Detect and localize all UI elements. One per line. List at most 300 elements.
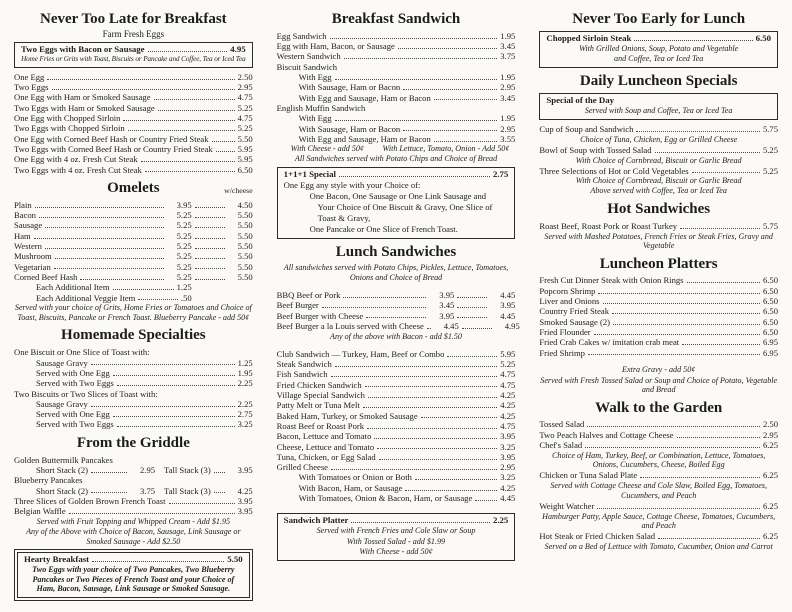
item-price: 5.50: [227, 554, 243, 565]
item-name: Fried Shrimp: [539, 347, 585, 358]
item-price-with-cheese: 3.95: [500, 300, 516, 311]
section-title: [14, 327, 253, 344]
dotted-leader: [379, 459, 498, 460]
menu-item: [21, 44, 246, 55]
box-text-line: One Bacon, One Sausage or One Link Sausage and: [309, 190, 487, 201]
item-name: Steak Sandwich: [276, 359, 332, 370]
item-name: Egg Sandwich: [276, 30, 327, 41]
special-box: [277, 167, 516, 239]
menu-note: Any of the above with Bacon - add $1.50: [330, 331, 462, 341]
item-price: 5.25: [176, 210, 192, 221]
item-price: 2.50: [237, 71, 253, 82]
dotted-leader: [169, 503, 235, 504]
menu-item: [14, 419, 253, 429]
menu-item: [539, 348, 778, 358]
item-price: 3.95: [500, 431, 516, 442]
dotted-leader: [123, 120, 234, 121]
menu-item: [14, 241, 253, 251]
section-title: [539, 256, 778, 273]
item-price: 1.95: [237, 367, 253, 378]
section-title: [14, 11, 253, 28]
dotted-leader: [612, 313, 760, 314]
menu-item: [539, 317, 778, 327]
dotted-leader: [588, 354, 760, 355]
item-name: With Egg and Sausage, Ham or Bacon: [298, 133, 431, 144]
dotted-leader: [47, 79, 234, 80]
dotted-leader: [195, 238, 225, 239]
menu-note: With Tossed Salad - add $1.99: [346, 536, 446, 546]
item-name: Corned Beef Hash: [14, 271, 78, 282]
box-text-line: One Pancake or One Slice of French Toast.: [309, 223, 458, 234]
menu-item: [277, 369, 516, 379]
menu-item: [539, 296, 778, 306]
menu-item: [277, 380, 516, 390]
item-name: One Biscuit or One Slice of Toast with:: [14, 347, 150, 358]
dotted-leader: [195, 258, 225, 259]
section-title: [539, 201, 778, 218]
dotted-leader: [92, 561, 224, 562]
dotted-leader: [113, 289, 174, 290]
item-name: Served with Two Eggs: [36, 378, 114, 389]
spacer: [277, 342, 516, 349]
item-name: Short Stack (2): [36, 464, 89, 475]
item-price: 2.25: [492, 515, 509, 526]
dotted-leader: [636, 131, 760, 132]
menu-item: [539, 470, 778, 480]
menu-item: [277, 93, 516, 103]
menu-column-right: [539, 6, 778, 608]
menu-note: Served with Fruit Topping and Whipped Cream - Add $1.95: [36, 516, 231, 526]
menu-item: [14, 378, 253, 388]
menu-item: [539, 306, 778, 316]
item-price: 4.25: [500, 410, 516, 421]
menu-item: [277, 31, 516, 41]
item-name: Bowl of Soup with Tossed Salad: [539, 144, 652, 155]
item-name: Bacon: [14, 210, 36, 221]
menu-item: [14, 262, 253, 272]
item-name: Sausage: [14, 220, 43, 231]
item-price: 1.95: [500, 113, 516, 124]
item-name: Belgian Waffle: [14, 506, 66, 517]
dotted-leader: [54, 268, 164, 269]
dotted-leader: [475, 500, 497, 501]
box-text-line: One Egg any style with your Choice of:: [283, 179, 421, 190]
section-title-text: Homemade Specialties: [61, 327, 206, 344]
item-price: 3.55: [500, 133, 516, 144]
item-price: 5.50: [237, 133, 253, 144]
dotted-leader: [195, 248, 225, 249]
item-price: 3.95: [439, 310, 455, 321]
spacer: [277, 503, 516, 510]
item-price: 6.50: [237, 164, 253, 175]
menu-item: [14, 123, 253, 133]
dotted-leader: [682, 344, 760, 345]
menu-group-label: [14, 347, 253, 357]
item-name: Two Eggs with Corned Beef Hash or Country Fried Steak: [14, 144, 213, 155]
item-name: With Egg: [298, 72, 332, 83]
menu-group-label: [277, 62, 516, 72]
menu-item: [14, 103, 253, 113]
item-price: 2.95: [237, 82, 253, 93]
dotted-leader: [91, 472, 127, 473]
item-price: 6.50: [762, 327, 779, 338]
menu-item: [277, 134, 516, 144]
item-price: 2.50: [762, 419, 779, 430]
dotted-leader: [214, 472, 225, 473]
item-name: Liver and Onions: [539, 296, 600, 307]
special-box: [539, 93, 778, 120]
menu-item: [539, 221, 778, 231]
menu-item: [277, 493, 516, 503]
menu-note: Above served with Coffee, Tea or Iced Tea: [590, 186, 727, 196]
dotted-leader: [403, 89, 497, 90]
item-price-with-cheese: 5.50: [237, 241, 253, 251]
menu-note: Served with Soup and Coffee, Tea or Iced Tea: [584, 105, 733, 115]
item-price-with-cheese: 4.45: [500, 310, 516, 321]
menu-note: Two Eggs with your choice of Two Pancakes, Two Blueberry Pancakes or Two Pieces of French Toast and your Choice of Ham, Bacon, Sausage, Link Sausage or Smoked Sausage.: [32, 565, 235, 594]
item-name: Beef Burger a la Louis served with Cheese: [276, 320, 424, 331]
item-name: Tuna, Chicken, or Egg Salad: [276, 451, 376, 462]
item-price: 4.25: [500, 482, 516, 493]
item-name: Fried Flounder: [539, 327, 591, 338]
menu-group-label: [14, 389, 253, 399]
menu-item: [539, 286, 778, 296]
item-price: 6.50: [762, 285, 779, 296]
item-name: Two Eggs with 4 oz. Fresh Cut Steak: [14, 164, 142, 175]
item-price: 5.25: [237, 123, 253, 134]
menu-item: [539, 337, 778, 347]
dotted-leader: [421, 417, 498, 418]
section-title-text: Walk to the Garden: [595, 399, 723, 416]
section-title-text: From the Griddle: [76, 434, 190, 451]
item-name: Bacon, Lettuce and Tomato: [276, 431, 372, 442]
item-name: Tall Stack (3): [164, 485, 211, 496]
item-name: With Sausage, Ham or Bacon: [298, 82, 401, 93]
menu-item: [277, 462, 516, 472]
item-price: 1.95: [500, 30, 516, 41]
special-box: [14, 42, 253, 68]
menu-item: [14, 496, 253, 506]
item-name: Smoked Sausage (2): [539, 316, 610, 327]
dotted-leader: [655, 152, 760, 153]
dotted-leader: [585, 447, 760, 448]
dotted-leader: [195, 279, 225, 280]
menu-note: and Coffee, Tea or Iced Tea: [614, 53, 704, 63]
menu-item: [284, 515, 509, 526]
menu-item: [539, 275, 778, 285]
item-name: Chicken or Tuna Salad Plate: [539, 470, 638, 481]
item-price: 1.95: [500, 72, 516, 83]
item-name: Golden Buttermilk Pancakes: [14, 454, 113, 465]
item-name: Two Biscuits or Two Slices of Toast with:: [14, 388, 158, 399]
menu-note: With Grilled Onions, Soup, Potato and Vegetable: [579, 43, 739, 53]
item-price: .50: [180, 292, 192, 303]
item-price: 5.95: [237, 144, 253, 155]
section-subtitle: Farm Fresh Eggs: [102, 28, 165, 39]
special-box: [17, 552, 250, 598]
section-title-text: Hot Sandwiches: [607, 200, 711, 217]
menu-item: [14, 272, 253, 282]
dotted-leader: [692, 172, 760, 173]
menu-item: [277, 113, 516, 123]
section-title: [277, 244, 516, 261]
menu-item: [277, 82, 516, 92]
section-title: [14, 180, 253, 197]
item-name: Chef's Salad: [539, 440, 583, 451]
item-name: Two Eggs: [14, 82, 49, 93]
section-title: [14, 435, 253, 452]
item-name: Served with One Egg: [36, 409, 110, 420]
spacer: [539, 358, 778, 365]
item-price: 1.25: [237, 357, 253, 368]
menu-item: [14, 144, 253, 154]
item-price: 6.25: [762, 440, 779, 451]
dotted-leader: [214, 492, 225, 493]
item-price: 2.75: [492, 168, 509, 179]
item-name: Three Slices of Golden Brown French Toast: [14, 495, 166, 506]
item-name: With Bacon, Ham, or Sausage: [298, 482, 403, 493]
item-price: 4.75: [500, 379, 516, 390]
item-price: 4.75: [237, 113, 253, 124]
dotted-leader: [335, 79, 498, 80]
item-name: Grilled Cheese: [276, 462, 328, 473]
item-name: Fresh Cut Dinner Steak with Onion Rings: [539, 275, 684, 286]
item-name: Hearty Breakfast: [24, 554, 90, 565]
item-price: 2.25: [237, 398, 253, 409]
item-name: Tall Stack (3): [164, 464, 211, 475]
menu-item: [14, 113, 253, 123]
menu-item: [539, 145, 778, 155]
dotted-leader: [35, 207, 164, 208]
item-name: Egg with Ham, Bacon, or Sausage: [276, 41, 395, 52]
dotted-leader: [113, 375, 235, 376]
item-name: Vegetarian: [14, 261, 51, 272]
dotted-leader: [117, 385, 235, 386]
menu-item: [546, 33, 771, 44]
menu-item: [277, 311, 516, 321]
item-name: Cup of Soup and Sandwich: [539, 123, 634, 134]
item-name: One Egg with Chopped Sirloin: [14, 113, 121, 124]
item-price: 3.95: [237, 495, 253, 506]
item-name: Western Sandwich: [276, 51, 341, 62]
dotted-leader: [212, 141, 235, 142]
dotted-leader: [91, 364, 235, 365]
item-price-with-cheese: 5.50: [237, 230, 253, 241]
dotted-leader: [677, 437, 760, 438]
menu-item: [276, 320, 520, 331]
dotted-leader: [117, 426, 235, 427]
menu-item: [14, 293, 253, 303]
item-name: Served with Two Eggs: [36, 419, 114, 430]
item-price: 3.95: [439, 289, 455, 300]
menu-item: [14, 231, 253, 241]
menu-item: [14, 506, 253, 516]
item-price: 5.95: [500, 348, 516, 359]
menu-note: All Sandwiches served with Potato Chips and Choice of Bread: [294, 154, 498, 164]
item-name: Each Additional Item: [36, 282, 110, 293]
dotted-leader: [195, 207, 225, 208]
menu-item: [539, 166, 778, 176]
item-name: Roast Beef, Roast Pork or Roast Turkey: [539, 220, 678, 231]
item-price: 6.25: [762, 531, 779, 542]
menu-item: [539, 531, 778, 541]
menu-note: With Choice of Cornbread, Biscuit or Garlic Bread: [575, 155, 742, 165]
menu-note: Served with Fresh Tossed Salad or Soup and Choice of Potato, Vegetable and Bread: [540, 375, 778, 395]
item-name: Beef Burger with Cheese: [276, 310, 364, 321]
item-name: Biscuit Sandwich: [276, 61, 338, 72]
item-price: 3.75: [500, 51, 516, 62]
item-price: 3.25: [500, 441, 516, 452]
menu-item: [14, 72, 253, 82]
dotted-leader: [39, 217, 164, 218]
item-name: Tossed Salad: [539, 419, 585, 430]
menu-item: [277, 411, 516, 421]
item-price: 3.95: [176, 199, 192, 210]
dotted-leader: [335, 120, 498, 121]
item-price: 4.45: [443, 320, 459, 331]
section-title: [539, 73, 778, 90]
menu-group-label: [14, 455, 253, 465]
dotted-leader: [457, 317, 487, 318]
item-price: 6.50: [755, 32, 772, 43]
item-name: Chopped Sirloin Steak: [546, 32, 632, 43]
dotted-leader: [138, 299, 178, 300]
item-name: Plain: [14, 199, 32, 210]
menu-item: [277, 349, 516, 359]
dotted-leader: [339, 176, 490, 177]
box-text-line: Your Choice of One Biscuit & Gravy, One Slice of Toast & Gravy,: [317, 201, 493, 223]
dotted-leader: [69, 513, 235, 514]
item-name: Club Sandwich — Turkey, Ham, Beef or Combo: [276, 348, 445, 359]
dotted-leader: [154, 99, 235, 100]
menu-item: [14, 220, 253, 230]
menu-column-center: [276, 6, 520, 608]
menu-item: [277, 290, 516, 300]
item-price: 4.25: [500, 389, 516, 400]
dotted-leader: [427, 328, 431, 329]
item-price-with-cheese: 5.50: [237, 261, 253, 272]
dotted-leader: [457, 297, 487, 298]
menu-note: Any of the Above with Choice of Bacon, Sausage, Link Sausage or Smoked Sausage - Add $2.50: [26, 526, 241, 546]
menu-item: [277, 431, 516, 441]
item-price: 2.95: [762, 429, 779, 440]
special-box: [277, 513, 516, 560]
item-name: BBQ Beef or Pork: [276, 289, 341, 300]
dotted-leader: [687, 282, 760, 283]
item-name: Three Selections of Hot or Cold Vegetables: [539, 165, 689, 176]
item-name: One Egg with 4 oz. Fresh Cut Steak: [14, 154, 138, 165]
dotted-leader: [55, 258, 164, 259]
item-name: Two Eggs with Ham or Smoked Sausage: [14, 102, 155, 113]
menu-item: [14, 200, 253, 210]
menu-item: [277, 472, 516, 482]
item-price: 6.50: [762, 316, 779, 327]
menu-item: [539, 430, 778, 440]
menu-item: [277, 300, 516, 310]
dotted-leader: [587, 426, 760, 427]
menu-item: [14, 368, 253, 378]
dotted-leader: [603, 303, 760, 304]
menu-item: [284, 169, 509, 180]
menu-item: [277, 359, 516, 369]
item-price: 6.50: [762, 296, 779, 307]
item-price: 6.95: [762, 337, 779, 348]
menu-item: [14, 92, 253, 102]
item-name: Western: [14, 241, 42, 251]
menu-item: [277, 124, 516, 134]
menu-item: [539, 124, 778, 134]
item-price: 4.25: [237, 485, 253, 496]
menu-note: Served with French Fries and Cole Slaw or Soup: [316, 526, 476, 536]
item-price: 5.25: [176, 261, 192, 272]
item-price: 5.25: [176, 241, 192, 251]
menu-item-pair: [14, 465, 253, 475]
menu-group-label: [546, 95, 771, 106]
menu-item: [539, 327, 778, 337]
item-name: One Egg: [14, 71, 45, 82]
item-name: Two Eggs with Bacon or Sausage: [21, 43, 145, 54]
menu-item: [14, 134, 253, 144]
item-name: Sausage Gravy: [36, 357, 88, 368]
dotted-leader: [597, 508, 760, 509]
item-name: Fish Sandwich: [276, 369, 328, 380]
menu-item: [277, 421, 516, 431]
dotted-leader: [447, 356, 497, 357]
item-price: 6.25: [762, 500, 779, 511]
item-name: With Egg: [298, 113, 332, 124]
item-price: 5.25: [176, 251, 192, 262]
item-name: Each Additional Veggie Item: [36, 292, 136, 303]
item-name: Ham: [14, 230, 31, 241]
menu-note: Choice of Tuna, Chicken, Egg or Grilled Cheese: [580, 134, 738, 144]
item-price: 3.95: [237, 464, 253, 475]
menu-column-left: [14, 6, 253, 608]
item-price-with-cheese: 4.95: [504, 320, 520, 331]
dotted-leader: [52, 89, 235, 90]
item-price: 5.25: [176, 220, 192, 231]
dotted-leader: [658, 538, 760, 539]
item-name: Beef Burger: [276, 300, 319, 311]
item-price: 4.75: [500, 420, 516, 431]
section-title-text: Omelets: [107, 179, 160, 196]
menu-note-row: [277, 144, 516, 154]
menu-item: [14, 154, 253, 164]
item-name: One Egg with Corned Beef Hash or Country Fried Steak: [14, 133, 209, 144]
item-name: Fried Crab Cakes w/ imitation crab meat: [539, 337, 680, 348]
dotted-leader: [331, 469, 497, 470]
dotted-leader: [145, 171, 235, 172]
menu-item: [277, 72, 516, 82]
section-title-text: Never Too Early for Lunch: [572, 11, 746, 27]
item-name: Village Special Sandwich: [276, 389, 365, 400]
item-price-with-cheese: 5.50: [237, 271, 253, 282]
dotted-leader: [377, 448, 497, 449]
dotted-leader: [367, 428, 497, 429]
dotted-leader: [45, 227, 164, 228]
dotted-leader: [368, 397, 497, 398]
section-title-text: Luncheon Platters: [599, 255, 718, 272]
menu-note: All sandwiches served with Potato Chips, Pickles, Lettuce, Tomatoes, Onions and Choice of Bread: [283, 263, 509, 282]
dotted-leader: [45, 248, 164, 249]
dotted-leader: [374, 438, 497, 439]
item-price: 6.50: [762, 275, 779, 286]
item-price: 6.95: [762, 347, 779, 358]
dotted-leader: [398, 48, 497, 49]
dotted-leader: [148, 51, 228, 52]
menu-note: Served with your choice of Grits, Home Fries or Tomatoes and Choice of Toast, Biscuits, Pancake or French Toast. Blueberry Pancake - add 50¢: [14, 303, 252, 322]
menu-note: Choice of Ham, Turkey, Beef, or Combination, Lettuce, Tomatoes, Onions, Cucumbers, Cheese, Boiled Egg: [552, 450, 766, 470]
menu-item: [14, 282, 253, 292]
